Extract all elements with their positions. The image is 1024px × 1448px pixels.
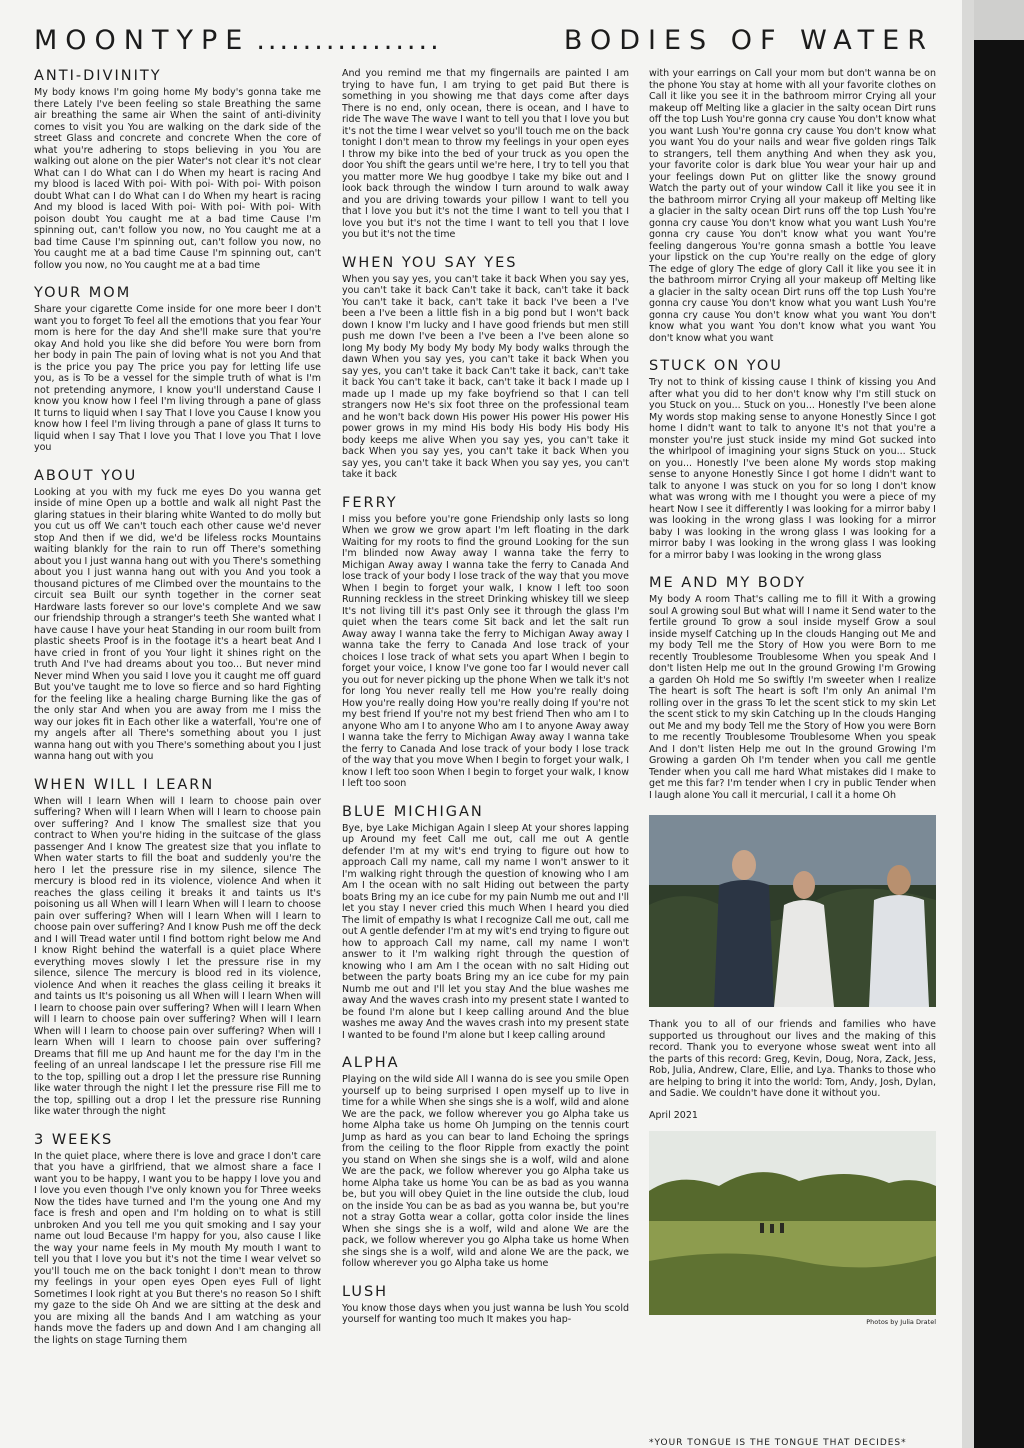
song-lyrics: Playing on the wild side All I wanna do is see you smile Open yourself up to being surprised I open myself up to live in time for a while When she sings she is a wolf, wild and alone We are the pack, we follow wherever you go Alpha take us home Alpha take us home Oh Jumping on the tennis court Jump as hard as you can bear to land Echoing the springs from the ceiling to the floor Ripple from exactly the point you stand on When she sings she is a wolf, wild and alone We are the pack, we follow wherever you go Alpha take us home Alpha take us home You can be as bad as you wanna be, but you will obey Quiet in the line outside the club, loud on the inside You can be as bad as you wanna be, but you're not a stray Gotta wear a collar, gotta color inside the lines When she sings she is a wolf, wild and alone We are the pack, we follow wherever you go Alpha take us home When she sings she is a wolf, wild and alone We are the pack, we follow wherever you go Alpha take us home [342, 1074, 629, 1269]
song-title: 3 WEEKS [34, 1131, 114, 1148]
song-lyrics: When you say yes, you can't take it back When you say yes, you can't take it back Can't take it back, can't take it back You can't take it back, can't take it back I've been a I've been a I've been a little fish in a big pond but I won't back down I know I'm lucky and I have good friends but men still push me down I've been a I've been a I've been alone so long My body My body My body My body walks through the dawn When you say yes, you can't take it back When you say yes, you can't take it back Can't take it back, can't take it back You can't take it back, can't take it back I made up I made up I made up my fake boyfriend so that I can tell strangers now He's six foot three on the professional team and he won't back down His power His power His power His power grows in my mind His body His body His body His body keeps me alive When you say yes, you can't take it back When you say yes, you can't take it back When you say yes, you can't take it back When you say yes, you can't take it back [342, 273, 629, 480]
page-header [34, 20, 934, 60]
song-lyrics: Looking at you with my fuck me eyes Do you wanna get inside of mine Open up a bottle and walk all night Past the glaring statues in their blaring white Wanted to do molly but you cut us off We can't touch each other cause we'd never stop And then if we did, we'd be lifeless rocks Mountains waiting blankly for the rain to run off There's something about you I just wanna hang out with you There's something about you I just wanna hang out with you And you took a thousand pictures of me Climbed over the mountains to the circuit sea Built our synth together in the corner seat Hardware lasts forever so our love's complete And we saw our friendship through a stranger's teeth She wanted what I have cause I have your heat Standing in our room built from plastic sheets Proof is in the footage it's a heart beat And I have cried in front of you Your light it shines right on the truth And I've had dreams about you too... But never mind Never mind When you said I love you it caught me off guard But you've taught me to love so fierce and so hard Fighting for the feeling like a healing charge Burning like the gas of the only star And when you are away from me I miss the way our jokes fit in Each other like a waterfall, You're one of my angels after all There's something about you I just wanna hang out with you There's something about you I just wanna hang out with you [34, 486, 321, 762]
song-section [342, 255, 629, 481]
song-lyrics: My body A room That's calling me to fill it With a growing soul A growing soul But what will I name it Send water to the fertile ground To grow a soul inside myself Grow a soul inside myself Catching up In the clouds Hanging out Me and my body Tell me the Story of How you were Born to me recently Troublesome Troublesome When you speak And I don't listen Help me out In the ground Growing I'm Growing a garden Oh Hold me So swiftly I'm sweeter when I realize The heart is soft The heart is soft I'm only An animal I'm rolling over in the grass To let the scent stick to my skin Let the scent stick to my skin Catching up In the clouds Hanging out Me and my body Tell me the Story of How you were Born to me recently Troublesome Troublesome When you speak And I don't listen Help me out In the ground Growing I'm Growing a garden Oh I'm tender when you call me gentle Tender when you call me hard What mistakes did I make to get me this far? I'm tender when I cry in public Tender when I laugh alone You call it mercurial, I call it a home Oh [649, 594, 936, 801]
page-edge [962, 0, 974, 1448]
song-title: YOUR MOM [34, 285, 132, 301]
song-section [34, 68, 321, 271]
song-section [649, 575, 936, 801]
column-3 [649, 68, 936, 1326]
song-title: BLUE MICHIGAN [342, 803, 484, 820]
song-lyrics: Try not to think of kissing cause I think of kissing you And after what you did to her don't know why I'm still stuck on you Stuck on you... Stuck on you... Honestly I've been alone My words stop making sense to anyone Honestly Since I got home I didn't want to talk to anyone It's not that you're a monster you're just stuck inside my mind Got sucked into the whirlpool of imagining your signs Stuck on you... Stuck on you... Honestly I've been alone My words stop making sense to anyone Honestly Since I got home I didn't want to talk to anyone I was stuck on you for so long I don't know what was wrong with me I thought you were a piece of my heart Now I see it differently I was looking for a mirror baby I was looking in the wrong glass I was looking for a mirror baby I was looking in the wrong glass I was looking for a mirror baby I was looking in the wrong glass I was looking for a mirror baby I was looking in the wrong glass [649, 377, 936, 561]
song-lyrics: In the quiet place, where there is love and grace I don't care that you have a girlfriend, that we almost share a face I want you to be happy, I want you to be happy I love you and I love you even though I've only known you for Three weeks Now the tides have turned and I'm the young one And my face is fresh and open and I'm holding on to what is still unbroken And you tell me you quit smoking and I say your name out loud Because I'm happy for you, also cause I like the way your name feels in My mouth My mouth I want to tell you that I love you but it's not the time I wear velvet so you'll touch me on the back tonight I don't mean to throw my feelings in your open eyes Open eyes Full of light Sometimes I look right at you But there's no reason So I shift my gaze to the side Oh And we are sitting at the desk and you are mixing all the bands And I am watching as your hands move the faders up and down And I am changing all the lights on stage Turning them [34, 1150, 321, 1346]
band-name: MOONTYPE [34, 24, 251, 56]
footer-quote: *YOUR TONGUE IS THE TONGUE THAT DECIDES* [649, 1438, 907, 1448]
song-lyrics: My body knows I'm going home My body's gonna take me there Lately I've been feeling so stale Breathing the same air breathing the same air When the saint of anti-divinity comes to visit you You are walking on the dark side of the street Glass and concrete and concrete When the core of what you're adhering to stops believing in you You are walking out alone on the pier Water's not clear it's not clear What can I do What can I do When my heart is racing And my blood is laced With poi- With poi- With poi- With poison doubt What can I do What can I do When my heart is racing And my blood is laced With poi- With poi- With poi- With poison doubt You caught me at a bad time Cause I'm spinning out, can't follow you now, no You caught me at a bad time Cause I'm spinning out, can't follow you now, no You caught me at a bad time Cause I'm spinning out, can't follow you now, no You caught me at a bad time [34, 87, 321, 271]
band-photo [649, 815, 936, 1007]
album-title: BODIES OF WATER [563, 24, 934, 56]
song-lyrics: Bye, bye Lake Michigan Again I sleep At your shores lapping up Around my feet Call me out, call me out A gentle defender I'm at my wit's end trying to figure out how to approach Call my name, call my name I won't answer to it I'm walking right through the question of knowing who I am Am I the ocean with no salt Hiding out between the party boats Bring my an ice cube for my pain Numb me out and I'll let you stay I never cried this much When I heard you died The limit of empathy Is what I recognize Call me out, call me out A gentle defender I'm at my wit's end trying to figure out how to approach Call my name, call my name I won't answer to it I'm walking right through the question of knowing who I am Am I the ocean with no salt Hiding out between the party boats Bring my an ice cube for my pain Numb me out and I'll let you stay And the blue washes me away And the waves crash into my present state I wanted to be found I'm alone but I keep calling around And the blue washes me away And the waves crash into my present state I wanted to be found I'm alone but I keep calling around [342, 822, 629, 1041]
header-dots: ................ [256, 24, 442, 56]
song-section [342, 1284, 629, 1326]
band-photo-illustration [649, 815, 936, 1007]
thank-you-note: Thank you to all of our friends and families who have supported us throughout our lives and the making of this record. Thank you to everyone whose sweat went into all the parts of this record: Greg, Kevin, Doug, Nora, Zack, Jess, Rob, Julia, Andrew, Clare, Ellie, and Lya. Thanks to those who are helping to bring it into the world: Tom, Andy, Josh, Dylan, and Sadie. We couldn't have done it without you. [649, 1019, 936, 1099]
field-photo-illustration [649, 1131, 936, 1315]
song-lyrics: I miss you before you're gone Friendship only lasts so long When we grow we grow apart I'm left floating in the dark Waiting for my roots to find the ground Looking for the sun I'm blinded now Away away I wanna take the ferry to Michigan Away away I wanna take the ferry to Canada And lose track of your body I lose track of the way that you move When I begin to forget your walk, I know I left too soon Running reckless in the street Drinking whiskey till we sleep It's not living till it's past Only see it through the glass I'm quiet when the tears come Sit back and let the salt run Away away I wanna take the ferry to Michigan Away away I wanna take the ferry to Canada And lose track of your choices I lose track of what sets you apart When I begin to forget your voice, I know I've gone too far I would never call you out for never picking up the phone When we talk it's not for long You never really tell me How you're really doing How you're really doing How you're really doing If you're not my best friend If you're not my best friend Then who am I to anyone Who am I to anyone Who am I to anyone Away away I wanna take the ferry to Michigan Away away I wanna take the ferry to Canada And lose track of your body I lose track of the way that you move When I begin to forget your walk, I know I left too soon When I begin to forget your walk, I know I left too soon [342, 513, 629, 789]
column-2 [342, 68, 629, 1340]
song-section [649, 68, 936, 344]
song-section [34, 285, 321, 454]
song-title: WHEN WILL I LEARN [34, 776, 215, 793]
background-top [974, 0, 1024, 40]
photo-credit: Photos by Julia Dratel [866, 1317, 936, 1326]
release-date: April 2021 [649, 1109, 698, 1121]
song-title: FERRY [342, 494, 398, 511]
song-lyrics: When will I learn When will I learn to choose pain over suffering? When will I learn When will I learn to choose pain over suffering? And I know The smallest size that you contract to When you're hiding in the suitcase of the glass passenger And I know The greatest size that you inflate to When water starts to fill the boat and suddenly you're the hero I let the pressure rise in my silence, silence The mercury is blood red in its violence, violence And when it reaches the glass ceiling it breaks it and taints us It's poisoning us all When will I learn When will I learn to choose pain over suffering? When will I learn When will I learn to choose pain over suffering? And I know Push me off the deck and I will Tread water until I find bottom right below me And I know Right behind the waterfall is a quiet place Where everything moves slowly I let the pressure rise in my silence, silence The mercury is blood red in its violence, violence And when it reaches the glass ceiling it breaks it and taints us It's poisoning us all When will I learn When will I learn to choose pain over suffering? When will I learn When will I learn to choose pain over suffering? When will I learn When will I learn to choose pain over suffering? When will I learn When will I learn to choose pain over suffering? Dreams that fill me up And haunt me for the day I'm in the feeling of an unreal landscape I let the pressure rise Fill me to the top, spilling out a drop I let the pressure rise Running like water through the night I let the pressure rise Fill me to the top, spilling out a drop I let the pressure rise Running like water through the night [34, 795, 321, 1117]
song-title: LUSH [342, 1283, 389, 1300]
song-section [34, 777, 321, 1118]
song-section [342, 804, 629, 1042]
song-title: STUCK ON YOU [649, 358, 783, 374]
song-section [342, 495, 629, 790]
song-section [34, 1132, 321, 1347]
song-title: ALPHA [342, 1055, 400, 1071]
song-lyrics: You know those days when you just wanna be lush You scold yourself for wanting too much It makes you hap- [342, 1302, 629, 1325]
song-lyrics-continued: And you remind me that my fingernails are painted I am trying to have fun, I am trying to get paid But there is something in you showing me that days come after days There is no end, only ocean, there is ocean, and I have to ride The wave The wave I want to tell you that I love you but it's not the time I wear velvet so you'll touch me on the back tonight I don't mean to throw my feelings in your open eyes I throw my bike into the bed of your truck as you open the door You shift the gears until we're here, I try to tell you that you matter more We hug goodbye I take my bike out and I look back through the window I turn around to walk away and you are driving towards your pillow I want to tell you that I love you but it's not the time I want to tell you that I love you but it's not the time I want to tell you that I love you but it's not the time [342, 68, 629, 240]
song-title: ABOUT YOU [34, 467, 138, 484]
background-dark [974, 40, 1024, 1448]
column-1 [34, 68, 321, 1360]
song-section [649, 358, 936, 561]
field-photo [649, 1131, 936, 1315]
song-section [34, 468, 321, 763]
song-title: WHEN YOU SAY YES [342, 254, 518, 271]
song-title: ANTI-DIVINITY [34, 68, 162, 84]
song-section [342, 68, 629, 241]
song-lyrics: Share your cigarette Come inside for one more beer I don't want you to forget To feel all the emotions that you fear Your mom is here for the day And she'll make sure that you're okay And hold you like she did before You were born from her body in pain The pain of loving what is not you And that is the price you pay The price you pay for letting life use you, as is To be a vessel for the simple truth of what is I'm not pretending anymore, I know you'll understand Cause I know you know how I feel I'm living through a pane of glass It turns to liquid when I say That I love you Cause I know you know how I feel I'm living through a pane of glass It turns to liquid when I say That I love you That I love you That I love you [34, 304, 321, 453]
song-lyrics-continued: with your earrings on Call your mom but don't wanna be on the phone You stay at home with all your favorite clothes on Call it like you see it in the bathroom mirror Crying all your makeup off Melting like a glacier in the salty ocean Dirt runs off the top Lush You're gonna cry cause You don't know what you want Lush You're gonna cry cause You don't know what you want You do your nails and wear five golden rings Talk to strangers, tell them anything And when they ask you, your favorite color is dark blue You wear your hair up and your feelings down Put on glitter like the snowy ground Watch the party out of your window Call it like you see it in the bathroom mirror Crying all your makeup off Melting like a glacier in the salty ocean Dirt runs off the top Lush You're gonna cry cause You don't know what you want Lush You're gonna cry cause You don't know what you want You're feeling dangerous You're gonna smash a bottle You leave your lipstick on the cup You're really on the edge of glory The edge of glory The edge of glory Call it like you see it in the bathroom mirror Crying all your makeup off Melting like a glacier in the salty ocean Dirt runs off the top Lush You're gonna cry cause You don't know what you want Lush You're gonna cry cause You don't know what you want You don't know what you want You don't know what you want You don't know what you want [649, 68, 936, 344]
song-title: ME AND MY BODY [649, 575, 807, 591]
song-section [342, 1055, 629, 1270]
